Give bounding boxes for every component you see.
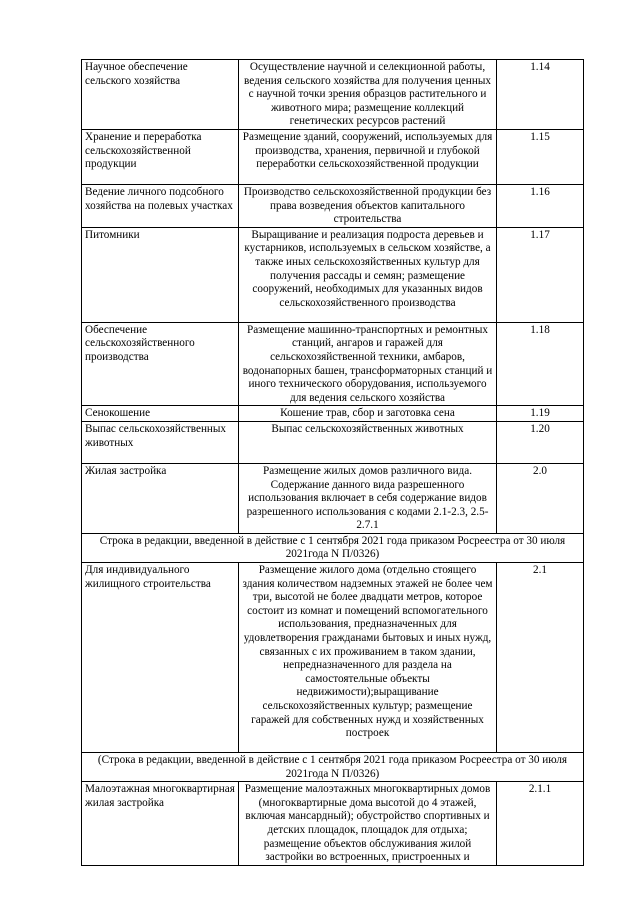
table-row [82,322,584,406]
table-row [82,227,584,322]
row-description: Выпас сельскохозяйственных животных [239,421,497,463]
row-code: 1.16 [497,184,584,227]
table-row [82,782,584,866]
row-description: Размещение жилого дома (отдельно стоящего здания количеством надземных этажей не более чем три, высотой не более двадцати метров, которое состоит из комнат и помещений вспомогательного использования, предназначенных для удовлетворения гражданами бытовых и иных нужд, связанных с их проживанием в таком здании, непредназначенного для раздела на самостоятельные объекты недвижимости);выращивание сельскохозяйственных культур; размещение гаражей для собственных нужд и хозяйственных построек [239,563,497,753]
row-code: 2.0 [497,463,584,533]
revision-note: (Строка в редакции, введенной в действие с 1 сентября 2021 года приказом Росреестра от 30 июля 2021года N П/0326) [82,753,584,782]
row-code: 2.1.1 [497,782,584,866]
table-row [82,406,584,422]
row-code: 1.20 [497,421,584,463]
table-row [82,184,584,227]
row-name: Малоэтажная многоквартирная жилая застройка [82,782,239,866]
row-name: Научное обеспечение сельского хозяйства [82,60,239,130]
table-row [82,60,584,130]
land-use-table [81,59,584,866]
row-name: Хранение и переработка сельскохозяйственной продукции [82,129,239,184]
row-name: Ведение личного подсобного хозяйства на полевых участках [82,184,239,227]
table-row [82,129,584,184]
row-code: 1.19 [497,406,584,422]
table-row [82,563,584,753]
row-description: Размещение малоэтажных многоквартирных домов (многоквартирные дома высотой до 4 этажей, включая мансардный); обустройство спортивных и детских площадок, площадок для отдыха; размещение объектов обслуживания жилой застройки во встроенных, пристроенных и [239,782,497,866]
row-description: Размещение зданий, сооружений, используемых для производства, хранения, первичной и глубокой переработки сельскохозяйственной продукции [239,129,497,184]
row-description: Размещение жилых домов различного вида. Содержание данного вида разрешенного использования включает в себя содержание видов разрешенного использования с кодами 2.1-2.3, 2.5-2.7.1 [239,463,497,533]
row-name: Питомники [82,227,239,322]
row-name: Обеспечение сельскохозяйственного производства [82,322,239,406]
row-code: 2.1 [497,563,584,753]
row-description: Осуществление научной и селекционной работы, ведения сельского хозяйства для получения ценных с научной точки зрения образцов растительного и животного мира; размещение коллекций генетических ресурсов растений [239,60,497,130]
row-description: Производство сельскохозяйственной продукции без права возведения объектов капитального строительства [239,184,497,227]
revision-note: Строка в редакции, введенной в действие с 1 сентября 2021 года приказом Росреестра от 30 июля 2021года N П/0326) [82,533,584,562]
table-row [82,463,584,533]
row-code: 1.17 [497,227,584,322]
table-note-row [82,533,584,562]
row-description: Размещение машинно-транспортных и ремонтных станций, ангаров и гаражей для сельскохозяйственной техники, амбаров, водонапорных башен, трансформаторных станций и иного технического оборудования, используемого для ведения сельского хозяйства [239,322,497,406]
row-name: Для индивидуального жилищного строительства [82,563,239,753]
row-code: 1.14 [497,60,584,130]
row-description: Выращивание и реализация подроста деревьев и кустарников, используемых в сельском хозяйстве, а также иных сельскохозяйственных культур для получения рассады и семян; размещение сооружений, необходимых для указанных видов сельскохозяйственного производства [239,227,497,322]
row-code: 1.15 [497,129,584,184]
table-note-row [82,753,584,782]
row-name: Выпас сельскохозяйственных животных [82,421,239,463]
row-name: Сенокошение [82,406,239,422]
table-row [82,421,584,463]
row-description: Кошение трав, сбор и заготовка сена [239,406,497,422]
row-code: 1.18 [497,322,584,406]
row-name: Жилая застройка [82,463,239,533]
